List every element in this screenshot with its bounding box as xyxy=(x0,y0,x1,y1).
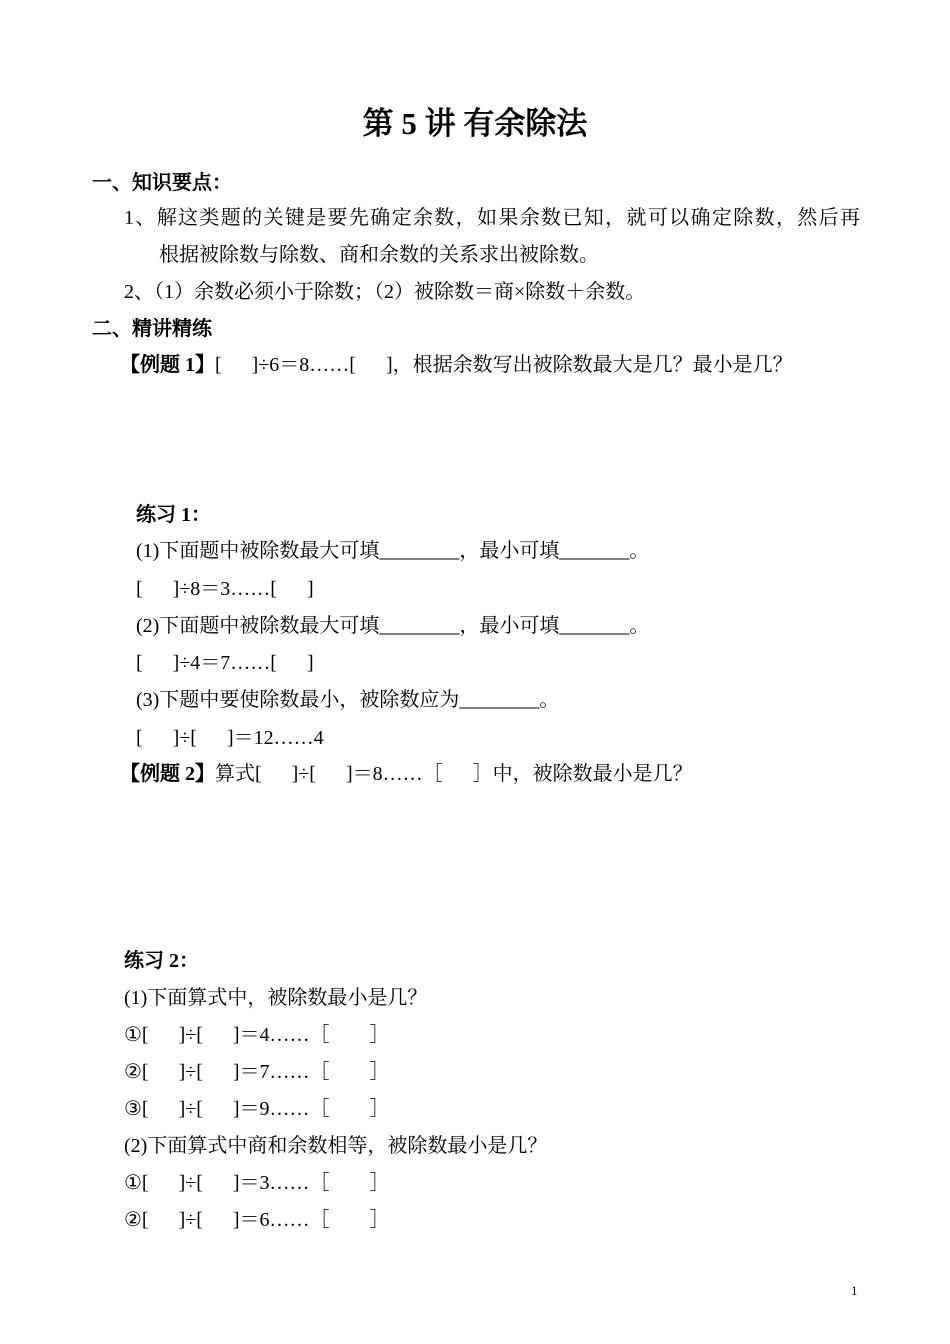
practice-1-q3: (3)下题中要使除数最小，被除数应为________。 xyxy=(136,689,560,711)
section-heading-practice: 二、精讲精练 xyxy=(92,318,212,340)
knowledge-point-2: 2、（1）余数必须小于除数；（2）被除数＝商×除数＋余数。 xyxy=(124,281,646,303)
practice-1-q2: (2)下面题中被除数最大可填________，最小可填_______。 xyxy=(136,615,650,637)
practice-2-q2-item: ①[ ]÷[ ]＝3……［ ］ xyxy=(124,1172,390,1194)
practice-1-q2-equation: [ ]÷4＝7……[ ] xyxy=(136,652,314,674)
example-1 xyxy=(120,353,793,377)
practice-2-q1: (1)下面算式中，被除数最小是几？ xyxy=(124,987,428,1009)
knowledge-point-1-line2: 根据被除数与除数、商和余数的关系求出被除数。 xyxy=(159,244,599,266)
example-2-label: 【例题 2】 xyxy=(120,763,215,785)
practice-2-q1-item: ②[ ]÷[ ]＝7……［ ］ xyxy=(124,1061,390,1083)
practice-2-heading: 练习 2： xyxy=(124,950,199,972)
practice-1-heading: 练习 1： xyxy=(136,504,211,526)
practice-2-q2-item: ②[ ]÷[ ]＝6……［ ］ xyxy=(124,1209,390,1231)
practice-1-q1: (1)下面题中被除数最大可填________，最小可填_______。 xyxy=(136,540,650,562)
practice-2-q1-item: ①[ ]÷[ ]＝4……［ ］ xyxy=(124,1024,390,1046)
practice-2-q1-item: ③[ ]÷[ ]＝9……［ ］ xyxy=(124,1098,390,1120)
example-1-text: [ ]÷6＝8……[ ]，根据余数写出被除数最大是几？最小是几？ xyxy=(215,354,793,376)
knowledge-point-1-line1: 1、解这类题的关键是要先确定余数，如果余数已知，就可以确定除数，然后再 xyxy=(124,207,860,229)
section-heading-knowledge: 一、知识要点： xyxy=(92,172,232,194)
example-2-text: 算式[ ]÷[ ]＝8……［ ］中，被除数最小是几？ xyxy=(215,763,693,785)
practice-1-q3-equation: [ ]÷[ ]＝12……4 xyxy=(136,727,324,749)
example-2 xyxy=(120,762,693,786)
practice-2-q2: (2)下面算式中商和余数相等，被除数最小是几？ xyxy=(124,1135,548,1157)
example-1-label: 【例题 1】 xyxy=(120,354,215,376)
practice-1-q1-equation: [ ]÷8＝3……[ ] xyxy=(136,578,314,600)
page-number: 1 xyxy=(851,1283,858,1298)
page-title: 第 5 讲 有余除法 xyxy=(362,106,588,141)
